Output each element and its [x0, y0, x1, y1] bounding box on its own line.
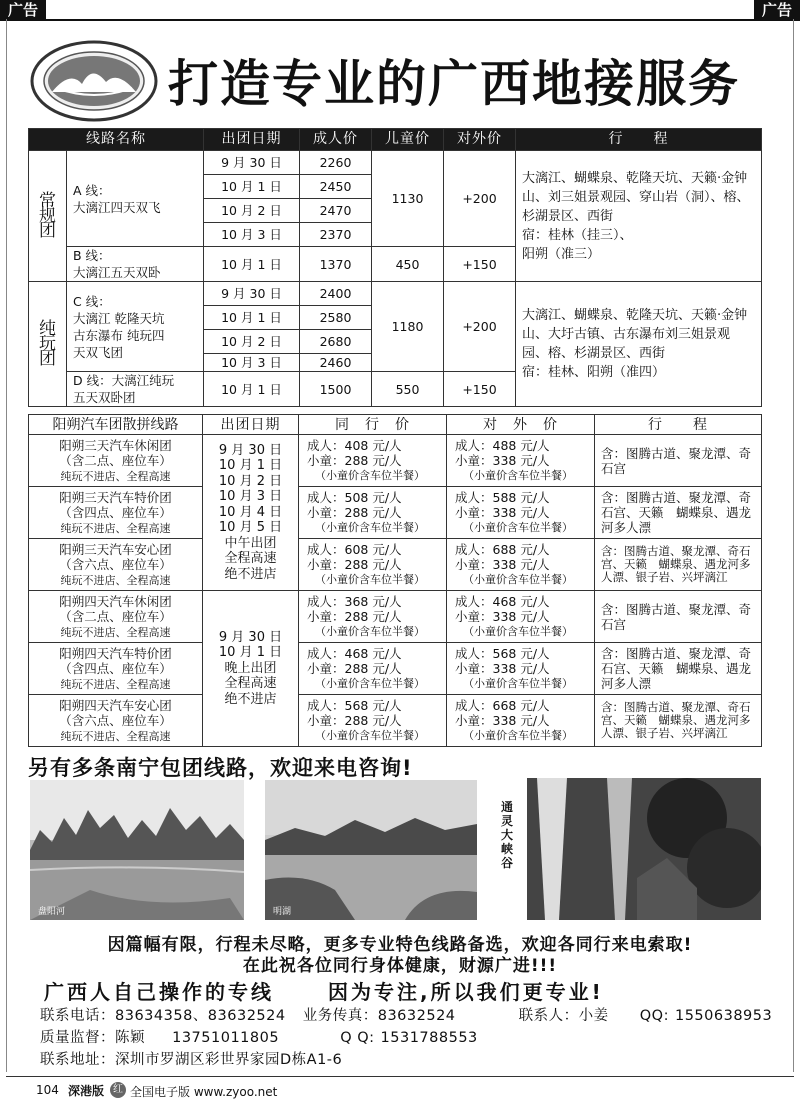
external-price-cell: 成人：588 元/人 小童：338 元/人 （小童价含车位半餐）: [447, 487, 595, 539]
date-cell: 10 月 1 日: [204, 306, 300, 330]
external-price-cell: +150: [444, 247, 516, 282]
page-headline: 打造专业的广西地接服务: [168, 55, 740, 113]
route-a-name: A 线： 大漓江四天双飞: [67, 151, 204, 247]
route-name-cell: 阳朔三天汽车特价团 （含四点、座位车） 纯玩不进店、全程高速: [29, 487, 203, 539]
photo-caption: 盘阳河: [38, 907, 66, 917]
trade-price-cell: 成人：468 元/人 小童：288 元/人 （小童价含车位半餐）: [299, 643, 447, 695]
col-header-date: 出团日期: [203, 415, 299, 435]
route-name-cell: 阳朔四天汽车安心团 （含六点、座位车） 纯玩不进店、全程高速: [29, 695, 203, 747]
contact-line-2: [40, 1026, 478, 1047]
frame-right-rule: [793, 19, 794, 1072]
phone-number: 83634358、83632524: [115, 1008, 286, 1024]
qc-phone: 13751011805: [172, 1030, 280, 1046]
contact-line-1: [40, 1004, 772, 1025]
photo-ming-lake: [265, 780, 477, 920]
adult-price-cell: 1500: [300, 372, 372, 407]
external-price-cell: 成人：488 元/人 小童：338 元/人 （小童价含车位半餐）: [447, 435, 595, 487]
departure-dates-a: 9 月 30 日 10 月 1 日 10 月 2 日 10 月 3 日 10 月 4 日 10 月 5 日 中午出团 全程高速 绝不进店: [203, 435, 299, 591]
route-c-name: C 线： 大漓江 乾隆天坑 古东瀑布 纯玩四 天双飞团: [67, 282, 204, 372]
qc-qq: 1531788553: [380, 1030, 478, 1046]
qc-name: 陈颖: [115, 1030, 145, 1046]
category-regular: 常 规 团: [29, 151, 67, 282]
page-number: 104: [36, 1083, 59, 1097]
frame-top-rule: [6, 19, 794, 21]
external-price-cell: +200: [444, 282, 516, 372]
footer-line-1: 因篇幅有限，行程未尽略，更多专业特色线路备选，欢迎各同行来电索取!: [107, 935, 693, 955]
departure-dates-b: 9 月 30 日 10 月 1 日 晚上出团 全程高速 绝不进店: [203, 591, 299, 747]
col-header-yangshuo-route: 阳朔汽车团散拼线路: [29, 415, 203, 435]
yangshuo-route-row: [29, 591, 762, 643]
consult-banner: 另有多条南宁包团线路，欢迎来电咨询!: [28, 756, 413, 780]
frame-left-rule: [6, 19, 7, 1072]
itinerary-cell: 含：图腾古道、聚龙潭、奇石宫: [595, 591, 762, 643]
photo-caption: 通灵大峡谷: [501, 800, 514, 870]
adult-price-cell: 2450: [300, 175, 372, 199]
route-name-cell: 阳朔四天汽车特价团 （含四点、座位车） 纯玩不进店、全程高速: [29, 643, 203, 695]
trade-price-cell: 成人：568 元/人 小童：288 元/人 （小童价含车位半餐）: [299, 695, 447, 747]
adult-price-cell: 2470: [300, 199, 372, 223]
adult-price-cell: 2260: [300, 151, 372, 175]
external-price-cell: 成人：568 元/人 小童：338 元/人 （小童价含车位半餐）: [447, 643, 595, 695]
qq-number: 1550638953: [674, 1008, 773, 1024]
col-header-route: 线路名称: [29, 129, 204, 151]
page-footer-bar: [6, 1076, 794, 1100]
itinerary-cell: 含：图腾古道、聚龙潭、奇石宫、天籁 蝴蝶泉、遇龙河多人漂、银子岩、兴坪漓江: [595, 539, 762, 591]
guilin-routes-table: [28, 128, 762, 407]
qq-label: QQ:: [639, 1008, 669, 1024]
itinerary-cell: 含：图腾古道、聚龙潭、奇石宫: [595, 435, 762, 487]
yangshuo-route-row: [29, 435, 762, 487]
adult-price-cell: 2580: [300, 306, 372, 330]
qc-label: 质量监督：: [40, 1030, 115, 1046]
yangshuo-routes-table: [28, 414, 762, 747]
external-price-cell: 成人：468 元/人 小童：338 元/人 （小童价含车位半餐）: [447, 591, 595, 643]
itinerary-regular: 大漓江、蝴蝶泉、乾隆天坑、天籁·金钟山、刘三姐景观园、穿山岩（洞）、榕、杉湖景区、西街 宿：桂林（挂三）、 阳朔（准三）: [516, 151, 762, 282]
trade-price-cell: 成人：508 元/人 小童：288 元/人 （小童价含车位半餐）: [299, 487, 447, 539]
epaper-link[interactable]: 全国电子版 www.zyoo.net: [130, 1085, 278, 1099]
contact-line-3: [40, 1048, 342, 1069]
child-price-cell: 1180: [372, 282, 444, 372]
route-name-cell: 阳朔四天汽车休闲团 （含二点、座位车） 纯玩不进店、全程高速: [29, 591, 203, 643]
edition-label: 深港版: [68, 1084, 105, 1098]
photo-panyang-river: [30, 780, 244, 920]
trade-price-cell: 成人：368 元/人 小童：288 元/人 （小童价含车位半餐）: [299, 591, 447, 643]
phone-label: 联系电话：: [40, 1008, 115, 1024]
date-cell: 9 月 30 日: [204, 151, 300, 175]
external-price-cell: 成人：668 元/人 小童：338 元/人 （小童价含车位半餐）: [447, 695, 595, 747]
itinerary-pure: 大漓江、蝴蝶泉、乾隆天坑、天籁·金钟山、大圩古镇、古东瀑布刘三姐景观园、榕、杉湖景区、西街 宿：桂林、阳朔（准四）: [516, 282, 762, 407]
trade-price-cell: 成人：408 元/人 小童：288 元/人 （小童价含车位半餐）: [299, 435, 447, 487]
route-name-cell: 阳朔三天汽车休闲团 （含二点、座位车） 纯玩不进店、全程高速: [29, 435, 203, 487]
child-price-cell: 450: [372, 247, 444, 282]
child-price-cell: 550: [372, 372, 444, 407]
route-b-name: B 线： 大漓江五天双卧: [67, 247, 204, 282]
col-header-external-price: 对 外 价: [447, 415, 595, 435]
photo-tongling-canyon: [497, 778, 761, 920]
ad-tag-left: 广告: [0, 0, 46, 21]
qc-qq-label: Q Q:: [340, 1030, 375, 1046]
date-cell: 10 月 2 日: [204, 330, 300, 354]
col-header-itinerary: 行 程: [595, 415, 762, 435]
date-cell: 10 月 1 日: [204, 175, 300, 199]
itinerary-cell: 含：图腾古道、聚龙潭、奇石宫、天籁 蝴蝶泉、遇龙河多人漂、银子岩、兴坪漓江: [595, 695, 762, 747]
date-cell: 10 月 3 日: [204, 354, 300, 372]
date-cell: 10 月 1 日: [204, 372, 300, 407]
slogan: [44, 976, 604, 1005]
contact-label: 联系人：: [518, 1008, 579, 1024]
slogan-right: 因为专注,所以我们更专业!: [327, 980, 604, 1004]
date-cell: 9 月 30 日: [204, 282, 300, 306]
external-price-cell: +150: [444, 372, 516, 407]
trade-price-cell: 成人：608 元/人 小童：288 元/人 （小童价含车位半餐）: [299, 539, 447, 591]
itinerary-cell: 含：图腾古道、聚龙潭、奇石宫、天籁 蝴蝶泉、遇龙河多人漂: [595, 487, 762, 539]
adult-price-cell: 2680: [300, 330, 372, 354]
photo-caption: 明湖: [273, 907, 292, 917]
contact-name: 小姜: [578, 1008, 609, 1024]
date-cell: 10 月 1 日: [204, 247, 300, 282]
route-name-cell: 阳朔三天汽车安心团 （含六点、座位车） 纯玩不进店、全程高速: [29, 539, 203, 591]
yangshuo-route-row: [29, 487, 762, 539]
fax-number: 83632524: [377, 1008, 456, 1024]
yangshuo-route-row: [29, 695, 762, 747]
col-header-adult: 成人价: [300, 129, 372, 151]
yangshuo-route-row: [29, 643, 762, 695]
hong-badge-icon: 红: [110, 1082, 126, 1098]
adult-price-cell: 2370: [300, 223, 372, 247]
category-pure: 纯 玩 团: [29, 282, 67, 407]
route-d-name: D 线：大漓江纯玩 五天双卧团: [67, 372, 204, 407]
yangshuo-rows: [29, 435, 762, 747]
external-price-cell: +200: [444, 151, 516, 247]
date-cell: 10 月 2 日: [204, 199, 300, 223]
col-header-child: 儿童价: [372, 129, 444, 151]
fax-label: 业务传真：: [302, 1008, 378, 1024]
child-price-cell: 1130: [372, 151, 444, 247]
slogan-left: 广西人自己操作的专线: [44, 980, 274, 1004]
col-header-date: 出团日期: [204, 129, 300, 151]
adult-price-cell: 2400: [300, 282, 372, 306]
company-logo: [30, 40, 158, 122]
date-cell: 10 月 3 日: [204, 223, 300, 247]
col-header-trade-price: 同 行 价: [299, 415, 447, 435]
external-price-cell: 成人：688 元/人 小童：338 元/人 （小童价含车位半餐）: [447, 539, 595, 591]
ad-tag-right: 广告: [754, 0, 800, 21]
yangshuo-route-row: [29, 539, 762, 591]
adult-price-cell: 2460: [300, 354, 372, 372]
itinerary-cell: 含：图腾古道、聚龙潭、奇石宫、天籁 蝴蝶泉、遇龙河多人漂: [595, 643, 762, 695]
col-header-external: 对外价: [444, 129, 516, 151]
col-header-itinerary: 行 程: [516, 129, 762, 151]
address: 深圳市罗湖区彩世界家园D栋A1-6: [115, 1052, 343, 1068]
adult-price-cell: 1370: [300, 247, 372, 282]
address-label: 联系地址：: [40, 1052, 115, 1068]
footer-line-2: 在此祝各位同行身体健康，财源广进!!!: [242, 956, 558, 976]
